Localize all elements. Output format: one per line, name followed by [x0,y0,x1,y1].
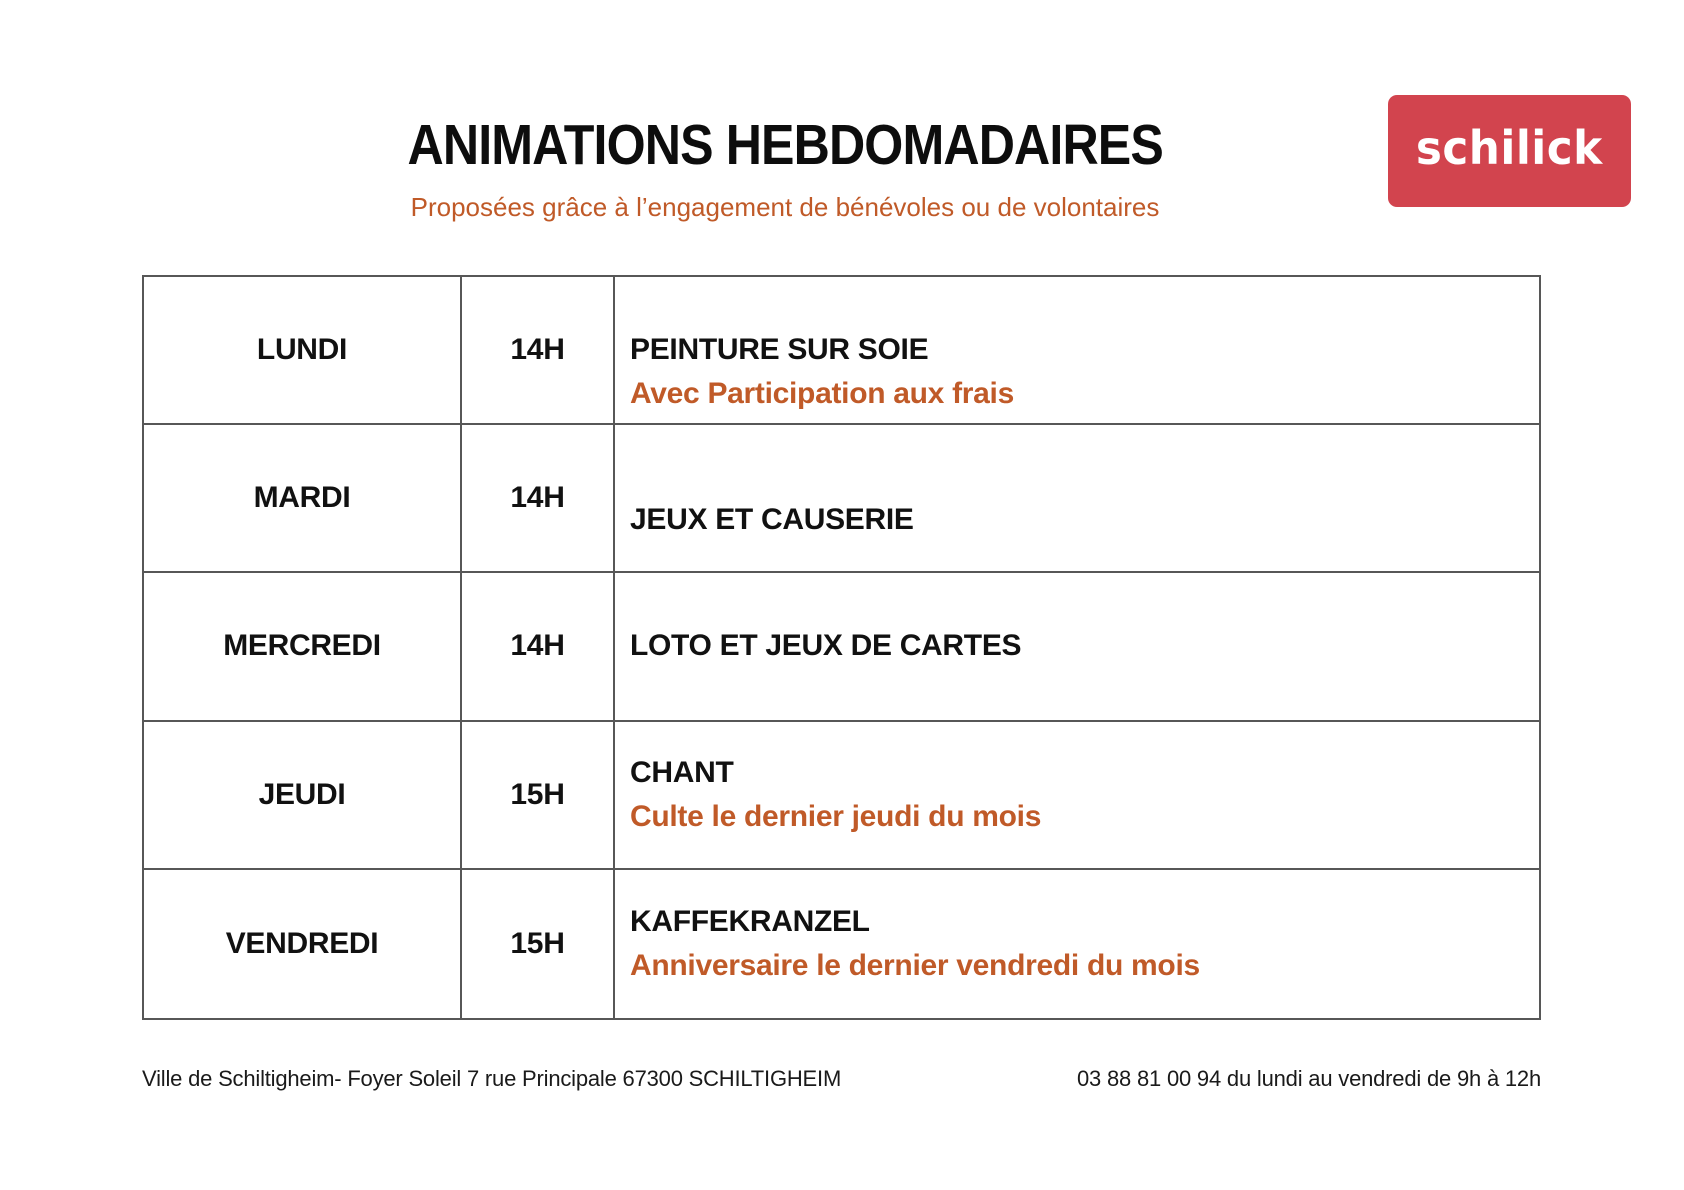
activity-cell-mercredi [615,573,1539,721]
activity-cell-mardi [615,425,1539,573]
time-cell-lundi [462,277,615,425]
time-label: 14H [510,481,565,515]
time-label: 15H [510,777,565,811]
weekly-schedule-table [142,275,1541,1020]
activity-cell-lundi [615,277,1539,425]
activity-label: PEINTURE SUR SOIE [630,333,929,367]
day-cell-mardi [144,425,462,573]
day-cell-jeudi [144,722,462,870]
activity-note: Culte le dernier jeudi du mois [630,799,1042,833]
activity-label: JEUX ET CAUSERIE [630,503,914,537]
footer-phone-hours: 03 88 81 00 94 du lundi au vendredi de 9h à 12h [1077,1066,1541,1091]
activity-label: KAFFEKRANZEL [630,904,870,938]
day-label: MARDI [253,481,351,515]
activity-label: CHANT [630,755,734,789]
time-label: 14H [510,333,565,367]
page-subtitle: Proposées grâce à l’engagement de bénévoles ou de volontaires [410,192,1160,222]
schilick-logo [1388,95,1631,207]
activity-cell-vendredi [615,870,1539,1018]
activity-cell-jeudi [615,722,1539,870]
time-cell-mardi [462,425,615,573]
activity-note: Avec Participation aux frais [630,377,1014,411]
day-cell-mercredi [144,573,462,721]
footer-address: Ville de Schiltigheim- Foyer Soleil 7 rue Principale 67300 SCHILTIGHEIM [142,1066,842,1091]
day-label: JEUDI [258,777,346,811]
page-title: ANIMATIONS HEBDOMADAIRES [407,113,1163,177]
day-label: VENDREDI [225,926,379,960]
footer [142,1066,1541,1092]
schilick-logo-text: schilick [1416,121,1603,175]
time-label: 15H [510,926,565,960]
activity-note: Anniversaire le dernier vendredi du mois [630,948,1200,982]
header [0,112,1570,223]
day-label: LUNDI [256,333,348,367]
day-label: MERCREDI [223,629,381,663]
time-label: 14H [510,629,565,663]
time-cell-mercredi [462,573,615,721]
day-cell-vendredi [144,870,462,1018]
day-cell-lundi [144,277,462,425]
time-cell-vendredi [462,870,615,1018]
activity-label: LOTO ET JEUX DE CARTES [630,629,1022,663]
time-cell-jeudi [462,722,615,870]
